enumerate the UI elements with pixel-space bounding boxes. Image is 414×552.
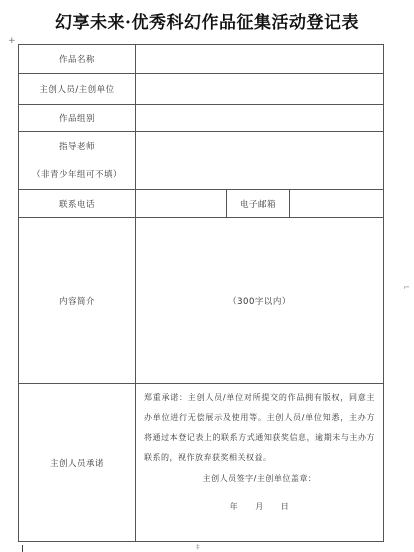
intro-hint: （300字以内） [228, 296, 291, 307]
advisor-label-cell [19, 132, 136, 190]
phone-label: 联系电话 [19, 190, 136, 218]
creator-label: 主创人员/主创单位 [19, 74, 136, 105]
advisor-field[interactable] [136, 132, 384, 190]
work-name-field[interactable] [136, 45, 384, 74]
page-bottom-mark: ‡ [196, 543, 200, 551]
advisor-label: 指导老师 [58, 141, 95, 152]
intro-field[interactable] [136, 218, 384, 384]
pledge-cell [136, 384, 384, 542]
margin-corner-mark: + [8, 36, 16, 46]
advisor-note: （非青少年组可不填） [31, 169, 122, 180]
creator-field[interactable] [136, 74, 384, 105]
work-name-label: 作品名称 [19, 45, 136, 74]
phone-field[interactable] [136, 190, 227, 218]
group-field[interactable] [136, 105, 384, 132]
date-label: 年 月 日 [229, 502, 290, 511]
text-cursor [22, 545, 23, 552]
signature-label: 主创人员签字/主创单位盖章： [202, 474, 317, 483]
form-title: 幻享未来·优秀科幻作品征集活动登记表 [55, 13, 359, 33]
email-field[interactable] [290, 190, 384, 218]
registration-form-table [18, 44, 384, 542]
intro-label: 内容简介 [19, 218, 136, 384]
email-label: 电子邮箱 [227, 190, 290, 218]
group-label: 作品组别 [19, 105, 136, 132]
pledge-label: 主创人员承诺 [19, 384, 136, 542]
pledge-text: 郑重承诺：主创人员/单位对所提交的作品拥有版权，同意主办单位进行无偿展示及使用等。主创人员/单位知悉，主办方将通过本登记表上的联系方式通知获奖信息，逾期未与主办方联系的，视作放弃获奖相关权益。 [144, 393, 376, 462]
page-edge-mark: ⌐ [403, 283, 410, 292]
